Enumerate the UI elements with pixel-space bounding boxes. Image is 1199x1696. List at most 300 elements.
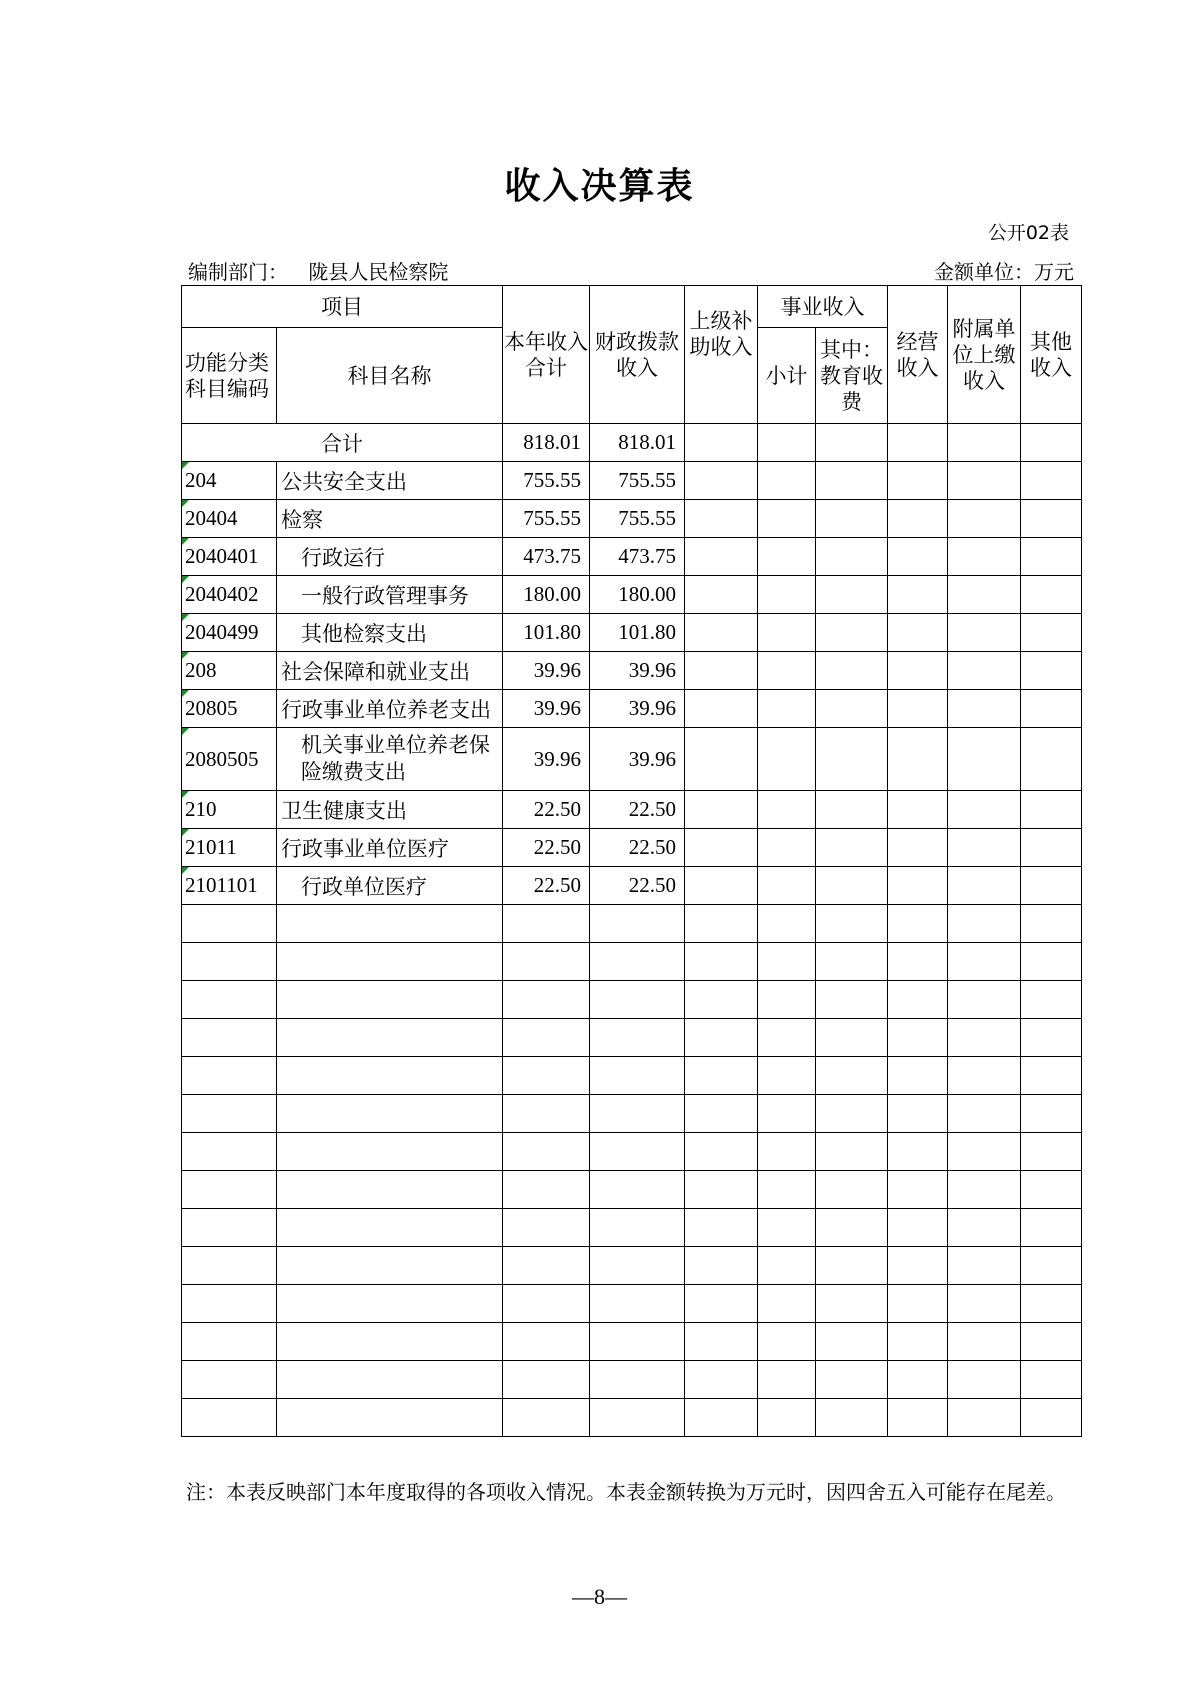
page-number: —8—: [572, 1584, 627, 1609]
empty-cell: [758, 728, 816, 791]
subject-name-cell: 行政事业单位医疗: [277, 829, 503, 867]
empty-cell: [685, 829, 758, 867]
empty-cell: [948, 1095, 1021, 1133]
empty-cell: [277, 943, 503, 981]
empty-cell: [888, 1133, 948, 1171]
empty-cell: [182, 1095, 277, 1133]
empty-cell: [1021, 652, 1082, 690]
empty-cell: [816, 905, 888, 943]
empty-cell: [888, 905, 948, 943]
page-title: 收入决算表: [504, 166, 695, 207]
empty-row: [182, 905, 1082, 943]
subject-code-cell: 204: [182, 462, 277, 500]
empty-cell: [1021, 1399, 1082, 1437]
empty-cell: [503, 905, 590, 943]
subject-name-cell: 公共安全支出: [277, 462, 503, 500]
empty-cell: [816, 1057, 888, 1095]
empty-row: [182, 1247, 1082, 1285]
subject-name-cell: 其他检察支出: [277, 614, 503, 652]
empty-cell: [1021, 1247, 1082, 1285]
empty-cell: [816, 867, 888, 905]
subject-code-cell: 20805: [182, 690, 277, 728]
empty-cell: [888, 981, 948, 1019]
empty-cell: [182, 1209, 277, 1247]
empty-cell: [503, 1057, 590, 1095]
empty-cell: [816, 1285, 888, 1323]
empty-cell: [685, 462, 758, 500]
empty-cell: [888, 1323, 948, 1361]
empty-cell: [948, 905, 1021, 943]
empty-cell: [758, 1323, 816, 1361]
empty-cell: [816, 500, 888, 538]
subject-name-cell: 行政运行: [277, 538, 503, 576]
empty-cell: [888, 791, 948, 829]
header-item: 项目: [182, 286, 503, 328]
fiscal-cell: 473.75: [590, 538, 685, 576]
total-income-cell: 473.75: [503, 538, 590, 576]
empty-cell: [758, 690, 816, 728]
subject-code-cell: 210: [182, 791, 277, 829]
empty-cell: [1021, 500, 1082, 538]
empty-cell: [816, 1361, 888, 1399]
empty-cell: [590, 1171, 685, 1209]
subject-name-cell: 卫生健康支出: [277, 791, 503, 829]
empty-cell: [685, 791, 758, 829]
empty-cell: [182, 943, 277, 981]
subject-code-cell: 20404: [182, 500, 277, 538]
subject-code-cell: 2040402: [182, 576, 277, 614]
empty-cell: [948, 500, 1021, 538]
empty-cell: [816, 1247, 888, 1285]
fiscal-cell: 755.55: [590, 462, 685, 500]
table-row: [182, 728, 1082, 791]
empty-cell: [503, 981, 590, 1019]
empty-cell: [816, 538, 888, 576]
empty-cell: [948, 867, 1021, 905]
empty-cell: [948, 462, 1021, 500]
empty-cell: [182, 1285, 277, 1323]
empty-cell: [948, 829, 1021, 867]
empty-cell: [1021, 576, 1082, 614]
empty-cell: [948, 614, 1021, 652]
empty-cell: [503, 1399, 590, 1437]
empty-cell: [685, 1247, 758, 1285]
empty-cell: [888, 500, 948, 538]
empty-cell: [182, 1133, 277, 1171]
empty-cell: [590, 981, 685, 1019]
empty-cell: [758, 867, 816, 905]
total-income-cell: 755.55: [503, 462, 590, 500]
empty-row: [182, 1057, 1082, 1095]
empty-cell: [948, 1133, 1021, 1171]
empty-cell: [277, 1057, 503, 1095]
empty-cell: [277, 1209, 503, 1247]
empty-cell: [1021, 829, 1082, 867]
empty-cell: [888, 867, 948, 905]
empty-cell: [816, 614, 888, 652]
empty-cell: [503, 1171, 590, 1209]
empty-cell: [1021, 1133, 1082, 1171]
department-label: 编制部门：: [188, 260, 288, 284]
empty-cell: [816, 829, 888, 867]
empty-cell: [685, 614, 758, 652]
empty-cell: [685, 1285, 758, 1323]
empty-cell: [685, 728, 758, 791]
subject-code-cell: 2080505: [182, 728, 277, 791]
empty-cell: [888, 690, 948, 728]
empty-cell: [758, 652, 816, 690]
empty-cell: [182, 1361, 277, 1399]
subject-name-cell: 行政事业单位养老支出: [277, 690, 503, 728]
empty-cell: [888, 1209, 948, 1247]
fiscal-cell: 22.50: [590, 867, 685, 905]
total-income-cell: 22.50: [503, 867, 590, 905]
empty-row: [182, 1361, 1082, 1399]
empty-cell: [758, 905, 816, 943]
empty-cell: [948, 943, 1021, 981]
empty-cell: [888, 538, 948, 576]
empty-cell: [277, 905, 503, 943]
empty-cell: [816, 1133, 888, 1171]
table-row: [182, 462, 1082, 500]
empty-cell: [1021, 1019, 1082, 1057]
empty-cell: [816, 652, 888, 690]
total-income-cell: 755.55: [503, 500, 590, 538]
empty-cell: [948, 652, 1021, 690]
empty-row: [182, 1285, 1082, 1323]
empty-cell: [590, 1209, 685, 1247]
empty-cell: [888, 829, 948, 867]
income-table: [181, 285, 1082, 1437]
total-income-cell: 39.96: [503, 728, 590, 791]
empty-cell: [590, 905, 685, 943]
empty-cell: [888, 943, 948, 981]
empty-cell: [277, 1361, 503, 1399]
empty-cell: [1021, 1057, 1082, 1095]
fiscal-cell: 180.00: [590, 576, 685, 614]
empty-cell: [948, 1399, 1021, 1437]
empty-cell: [590, 1399, 685, 1437]
table-row: [182, 690, 1082, 728]
empty-cell: [888, 652, 948, 690]
empty-cell: [948, 1323, 1021, 1361]
empty-cell: [816, 1323, 888, 1361]
department-name: 陇县人民检察院: [308, 260, 449, 284]
empty-cell: [1021, 462, 1082, 500]
empty-cell: [888, 614, 948, 652]
empty-cell: [503, 1323, 590, 1361]
empty-cell: [182, 1399, 277, 1437]
amount-unit: 金额单位：万元: [934, 260, 1074, 284]
empty-cell: [685, 1209, 758, 1247]
empty-cell: [758, 1285, 816, 1323]
subject-name-cell: 机关事业单位养老保险缴费支出: [277, 728, 503, 791]
empty-cell: [888, 1247, 948, 1285]
empty-cell: [182, 905, 277, 943]
fiscal-cell: 755.55: [590, 500, 685, 538]
table-row: [182, 867, 1082, 905]
total-fiscal-value: 818.01: [590, 424, 685, 462]
empty-cell: [277, 1095, 503, 1133]
empty-cell: [685, 538, 758, 576]
empty-cell: [816, 728, 888, 791]
empty-row: [182, 1095, 1082, 1133]
table-row: [182, 829, 1082, 867]
empty-cell: [758, 1209, 816, 1247]
subject-code-cell: 2101101: [182, 867, 277, 905]
total-income-cell: 180.00: [503, 576, 590, 614]
empty-cell: [888, 462, 948, 500]
empty-cell: [948, 791, 1021, 829]
empty-cell: [182, 1057, 277, 1095]
empty-cell: [758, 500, 816, 538]
empty-cell: [888, 1399, 948, 1437]
empty-cell: [685, 981, 758, 1019]
empty-cell: [816, 943, 888, 981]
empty-cell: [503, 1361, 590, 1399]
subject-code-cell: 21011: [182, 829, 277, 867]
empty-row: [182, 1209, 1082, 1247]
empty-cell: [503, 1285, 590, 1323]
fiscal-cell: 101.80: [590, 614, 685, 652]
fiscal-cell: 22.50: [590, 829, 685, 867]
empty-cell: [758, 1171, 816, 1209]
empty-cell: [758, 1361, 816, 1399]
table-row: [182, 500, 1082, 538]
empty-cell: [685, 1133, 758, 1171]
empty-cell: [816, 1171, 888, 1209]
subject-name-cell: 行政单位医疗: [277, 867, 503, 905]
empty-cell: [685, 1361, 758, 1399]
empty-cell: [503, 1095, 590, 1133]
empty-cell: [277, 981, 503, 1019]
empty-cell: [1021, 1171, 1082, 1209]
empty-cell: [685, 1399, 758, 1437]
empty-cell: [685, 652, 758, 690]
empty-cell: [948, 1057, 1021, 1095]
empty-cell: [948, 1247, 1021, 1285]
empty-cell: [888, 1057, 948, 1095]
table-row: [182, 538, 1082, 576]
empty-row: [182, 1323, 1082, 1361]
empty-cell: [685, 1057, 758, 1095]
empty-cell: [948, 1171, 1021, 1209]
empty-cell: [1021, 943, 1082, 981]
empty-cell: [1021, 728, 1082, 791]
header-education-fee: 其中：教育收费: [816, 328, 888, 424]
empty-cell: [948, 1361, 1021, 1399]
empty-cell: [888, 1285, 948, 1323]
empty-cell: [816, 690, 888, 728]
empty-cell: [277, 1171, 503, 1209]
empty-cell: [1021, 867, 1082, 905]
empty-cell: [1021, 614, 1082, 652]
empty-cell: [948, 981, 1021, 1019]
empty-cell: [590, 1095, 685, 1133]
empty-cell: [182, 1247, 277, 1285]
empty-cell: [758, 791, 816, 829]
empty-cell: [590, 1133, 685, 1171]
empty-cell: [758, 1019, 816, 1057]
form-number: 公开02表: [987, 222, 1069, 244]
empty-cell: [685, 1095, 758, 1133]
empty-cell: [758, 1247, 816, 1285]
empty-cell: [758, 943, 816, 981]
header-total-income: 本年收入合计: [503, 286, 590, 424]
table-row: [182, 576, 1082, 614]
empty-cell: [685, 867, 758, 905]
table-note: 注：本表反映部门本年度取得的各项收入情况。本表金额转换为万元时，因四舍五入可能存在尾差。: [186, 1482, 1066, 1504]
empty-cell: [277, 1133, 503, 1171]
empty-cell: [503, 1209, 590, 1247]
empty-cell: [590, 943, 685, 981]
empty-cell: [590, 1019, 685, 1057]
empty-cell: [685, 690, 758, 728]
header-business-income: 事业收入: [758, 286, 888, 328]
empty-cell: [758, 1399, 816, 1437]
empty-cell: [685, 500, 758, 538]
total-income-value: 818.01: [503, 424, 590, 462]
fiscal-cell: 39.96: [590, 690, 685, 728]
empty-cell: [503, 1133, 590, 1171]
empty-cell: [758, 576, 816, 614]
empty-row: [182, 1019, 1082, 1057]
empty-cell: [816, 1095, 888, 1133]
empty-row: [182, 1133, 1082, 1171]
empty-cell: [590, 1285, 685, 1323]
empty-cell: [948, 728, 1021, 791]
empty-cell: [758, 538, 816, 576]
empty-cell: [277, 1285, 503, 1323]
empty-cell: [685, 943, 758, 981]
empty-cell: [590, 1247, 685, 1285]
empty-cell: [503, 1247, 590, 1285]
empty-cell: [590, 1323, 685, 1361]
empty-cell: [758, 829, 816, 867]
total-income-cell: 39.96: [503, 690, 590, 728]
department-line: [188, 256, 448, 285]
empty-cell: [503, 943, 590, 981]
empty-cell: [685, 1019, 758, 1057]
empty-cell: [816, 1019, 888, 1057]
total-row: [182, 424, 1082, 462]
header-business-subtotal: 小计: [758, 328, 816, 424]
subject-name-cell: 社会保障和就业支出: [277, 652, 503, 690]
empty-cell: [816, 462, 888, 500]
empty-cell: [758, 1133, 816, 1171]
empty-cell: [816, 981, 888, 1019]
subject-name-cell: 一般行政管理事务: [277, 576, 503, 614]
empty-cell: [816, 791, 888, 829]
subject-code-cell: 208: [182, 652, 277, 690]
empty-cell: [888, 1171, 948, 1209]
total-label: 合计: [182, 424, 503, 462]
empty-cell: [948, 1209, 1021, 1247]
empty-cell: [816, 1209, 888, 1247]
header-other-income: 其他收入: [1021, 286, 1082, 424]
empty-cell: [1021, 1095, 1082, 1133]
fiscal-cell: 39.96: [590, 652, 685, 690]
empty-cell: [1021, 981, 1082, 1019]
empty-cell: [888, 1019, 948, 1057]
empty-row: [182, 943, 1082, 981]
empty-cell: [182, 1019, 277, 1057]
header-function-code: 功能分类科目编码: [182, 328, 277, 424]
empty-cell: [888, 1095, 948, 1133]
total-income-cell: 22.50: [503, 829, 590, 867]
total-income-cell: 22.50: [503, 791, 590, 829]
total-income-cell: 101.80: [503, 614, 590, 652]
empty-cell: [1021, 791, 1082, 829]
empty-cell: [888, 728, 948, 791]
empty-cell: [948, 1285, 1021, 1323]
empty-cell: [685, 576, 758, 614]
empty-cell: [590, 1361, 685, 1399]
empty-cell: [685, 905, 758, 943]
total-income-cell: 39.96: [503, 652, 590, 690]
empty-cell: [758, 1095, 816, 1133]
header-fiscal-appropriation: 财政拨款收入: [590, 286, 685, 424]
empty-cell: [277, 1323, 503, 1361]
empty-cell: [1021, 690, 1082, 728]
empty-cell: [816, 576, 888, 614]
fiscal-cell: 22.50: [590, 791, 685, 829]
table-row: [182, 791, 1082, 829]
fiscal-cell: 39.96: [590, 728, 685, 791]
empty-cell: [1021, 538, 1082, 576]
table-row: [182, 652, 1082, 690]
empty-cell: [182, 981, 277, 1019]
empty-cell: [1021, 1323, 1082, 1361]
empty-cell: [1021, 905, 1082, 943]
empty-cell: [758, 462, 816, 500]
empty-cell: [948, 538, 1021, 576]
empty-cell: [888, 1361, 948, 1399]
subject-code-cell: 2040499: [182, 614, 277, 652]
empty-cell: [758, 1057, 816, 1095]
empty-cell: [277, 1247, 503, 1285]
empty-cell: [685, 1323, 758, 1361]
empty-cell: [685, 1171, 758, 1209]
empty-cell: [948, 690, 1021, 728]
empty-cell: [503, 1019, 590, 1057]
empty-cell: [590, 1057, 685, 1095]
empty-cell: [816, 1399, 888, 1437]
empty-cell: [277, 1399, 503, 1437]
empty-row: [182, 1399, 1082, 1437]
empty-cell: [948, 576, 1021, 614]
header-superior-subsidy: 上级补助收入: [685, 286, 758, 424]
empty-cell: [1021, 1361, 1082, 1399]
empty-row: [182, 981, 1082, 1019]
empty-cell: [888, 576, 948, 614]
table-row: [182, 614, 1082, 652]
empty-cell: [758, 614, 816, 652]
subject-code-cell: 2040401: [182, 538, 277, 576]
header-subject-name: 科目名称: [277, 328, 503, 424]
empty-cell: [182, 1171, 277, 1209]
empty-row: [182, 1171, 1082, 1209]
header-affiliated-income: 附属单位上缴收入: [948, 286, 1021, 424]
empty-cell: [948, 1019, 1021, 1057]
empty-cell: [182, 1323, 277, 1361]
empty-cell: [758, 981, 816, 1019]
empty-cell: [277, 1019, 503, 1057]
header-operating-income: 经营收入: [888, 286, 948, 424]
empty-cell: [1021, 1285, 1082, 1323]
empty-cell: [1021, 1209, 1082, 1247]
subject-name-cell: 检察: [277, 500, 503, 538]
